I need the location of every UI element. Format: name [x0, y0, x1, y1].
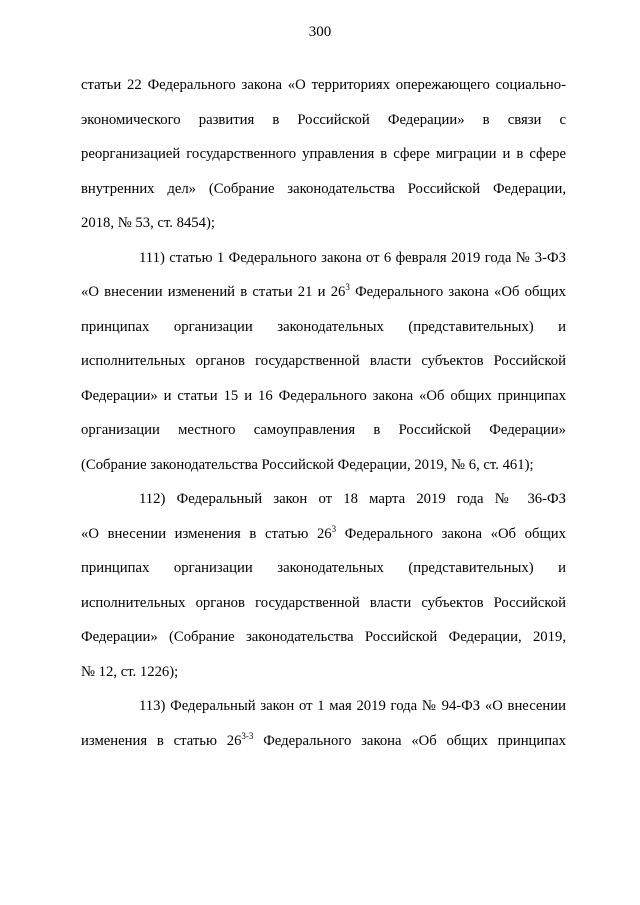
text-line: принципах организации законодательных (представительных) и	[81, 560, 566, 576]
document-body	[81, 68, 566, 758]
text-line: экономического развития в Российской Федерации» в связи с	[81, 111, 566, 128]
text-line: исполнительных органов государственной власти субъектов Российской	[81, 594, 566, 611]
text-line: Федерации» (Собрание законодательства Российской Федерации, 2019,	[81, 629, 566, 645]
text-line: 112) Федеральный закон от 18 марта 2019 года № 36-ФЗ	[139, 491, 566, 507]
text-line: (Собрание законодательства Российской Федерации, 2019, № 6, ст. 461);	[81, 456, 534, 473]
text-line: «О внесении изменения в статью $26^3$ Федерального закона «Об общих	[81, 523, 566, 542]
text-line: изменения в статью 26$^{3-3}$ Федерального закона «Об общих принципах	[81, 730, 566, 749]
text-line: Федерации» и статьи 15 и 16 Федерального закона «Об общих принципах	[81, 387, 566, 404]
text-line: исполнительных органов государственной власти субъектов Российской	[81, 353, 566, 369]
text-line: 111) статью 1 Федерального закона от 6 февраля 2019 года № 3-ФЗ	[139, 249, 566, 266]
text-line: организации местного самоуправления в Российской Федерации»	[81, 422, 566, 438]
text-line: статьи 22 Федерального закона «О территориях опережающего социально-	[81, 77, 566, 93]
text-line: принципах организации законодательных (представительных) и	[81, 318, 566, 335]
page-number: 300	[308, 24, 332, 40]
text-line: внутренних дел» (Собрание законодательства Российской Федерации,	[81, 180, 566, 197]
text-line: реорганизацией государственного управления в сфере миграции и в сфере	[81, 146, 566, 162]
text-line: «О внесении изменений в статьи 21 и $26^3$ Федерального закона «Об общих	[81, 282, 566, 300]
text-line: 2018, № 53, ст. 8454);	[81, 215, 215, 231]
text-line: № 12, ст. 1226);	[81, 663, 179, 680]
text-line: 113) Федеральный закон от 1 мая 2019 года № 94-ФЗ «О внесении	[139, 698, 566, 714]
